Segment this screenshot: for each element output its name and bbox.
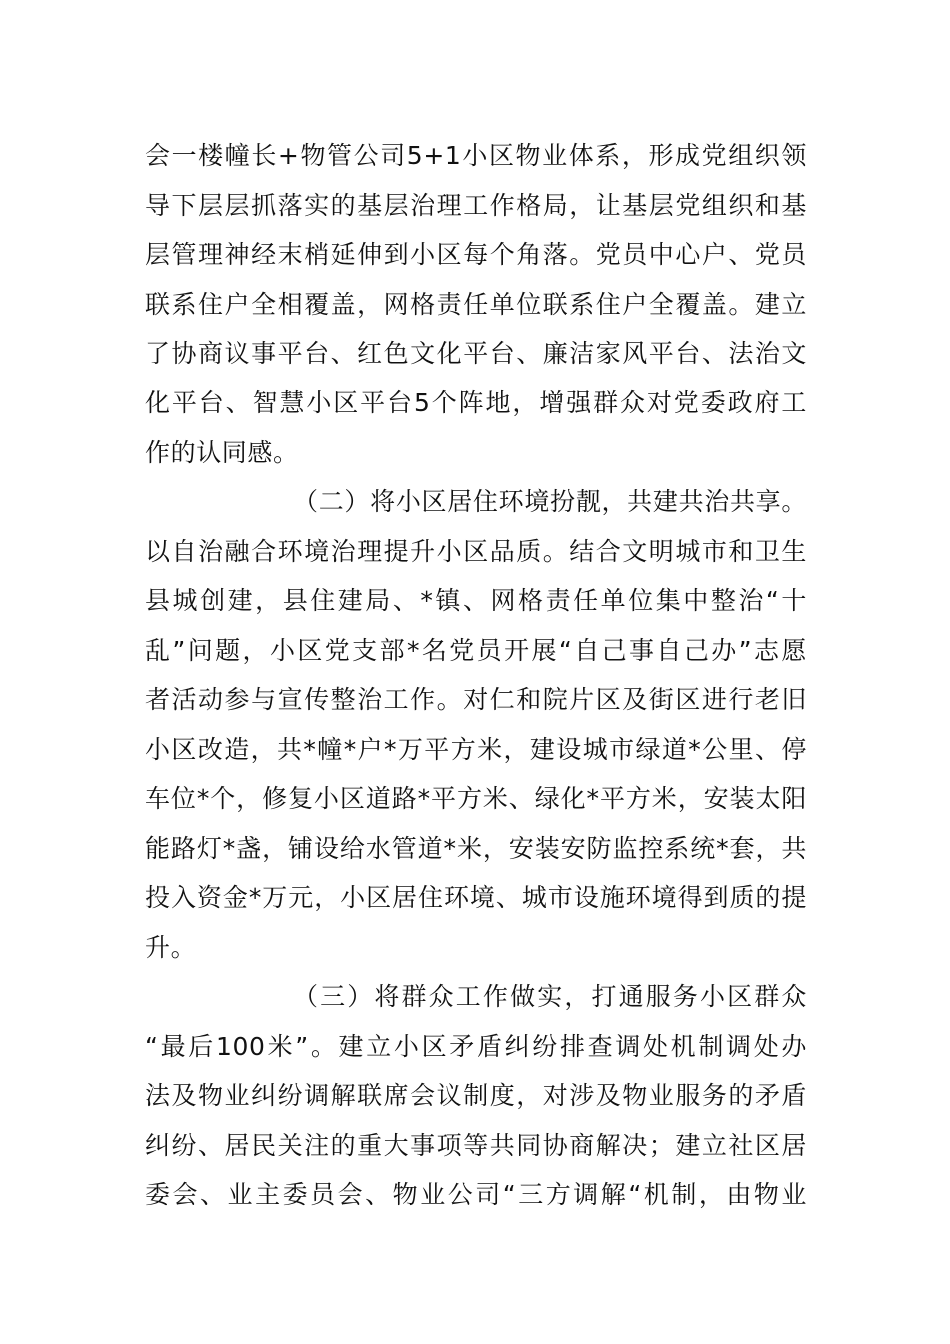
text-line-21: 纠纷、居民关注的重大事项等共同协商解决；建立社区居 <box>145 1131 807 1160</box>
text-line-14: 车位*个，修复小区道路*平方米、绿化*平方米，安装太阳 <box>145 784 807 813</box>
text-line-13: 小区改造，共*幢*户*万平方米，建设城市绿道*公里、停 <box>145 735 807 764</box>
text-line-6: 化平台、智慧小区平台5个阵地，增强群众对党委政府工 <box>145 388 807 417</box>
text-line-15: 能路灯*盏，铺设给水管道*米，安装安防监控系统*套，共 <box>145 834 807 863</box>
text-line-2: 导下层层抓落实的基层治理工作格局，让基层党组织和基 <box>145 191 807 220</box>
text-line-7: 作的认同感。 <box>145 438 299 467</box>
text-line-22: 委会、业主委员会、物业公司“三方调解“机制，由物业 <box>145 1180 807 1209</box>
text-line-12: 者活动参与宣传整治工作。对仁和院片区及街区进行老旧 <box>145 685 807 714</box>
text-line-9: 以自治融合环境治理提升小区品质。结合文明城市和卫生 <box>145 537 807 566</box>
text-line-4: 联系住户全相覆盖，网格责任单位联系住户全覆盖。建立 <box>145 290 807 319</box>
text-line-10: 县城创建，县住建局、*镇、网格责任单位集中整治“十 <box>145 586 807 615</box>
section-heading-3: （三）将群众工作做实，打通服务小区群众 <box>293 982 807 1011</box>
text-line-19: “最后100米”。建立小区矛盾纠纷排查调处机制调处办 <box>145 1032 807 1061</box>
section-heading-2: （二）将小区居住环境扮靓，共建共治共享。 <box>293 487 807 516</box>
text-line-17: 升。 <box>145 933 197 962</box>
text-line-5: 了协商议事平台、红色文化平台、廉洁家风平台、法治文 <box>145 339 807 368</box>
text-line-1: 会一楼幢长+物管公司5+1小区物业体系，形成党组织领 <box>145 141 807 170</box>
text-line-16: 投入资金*万元，小区居住环境、城市设施环境得到质的提 <box>145 883 807 912</box>
text-line-11: 乱”问题，小区党支部*名党员开展“自己事自己办”志愿 <box>145 636 807 665</box>
text-line-3: 层管理神经末梢延伸到小区每个角落。党员中心户、党员 <box>145 240 807 269</box>
text-line-20: 法及物业纠纷调解联席会议制度，对涉及物业服务的矛盾 <box>145 1081 807 1110</box>
